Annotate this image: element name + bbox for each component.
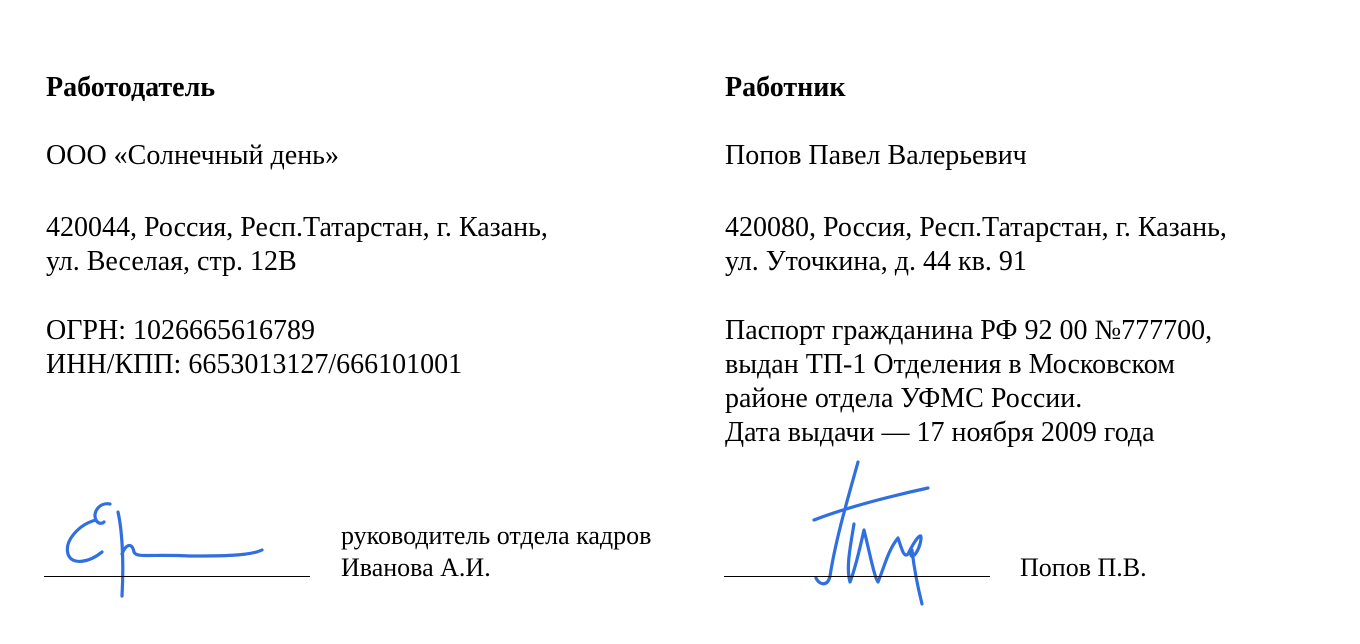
- employee-passport-issue-date: Дата выдачи — 17 ноября 2009 года: [725, 417, 1155, 448]
- employee-full-name: Попов Павел Валерьевич: [725, 140, 1027, 171]
- employee-signatory-name: Попов П.В.: [1020, 553, 1147, 582]
- employer-address-line-2: ул. Веселая, стр. 12В: [46, 246, 297, 277]
- employee-passport-line-2: выдан ТП-1 Отделения в Московском: [725, 349, 1175, 380]
- employee-address-line-2: ул. Уточкина, д. 44 кв. 91: [725, 246, 1027, 277]
- employee-heading: Работник: [725, 72, 846, 103]
- employer-address-line-1: 420044, Россия, Респ.Татарстан, г. Казань,: [46, 212, 548, 243]
- employer-company-name: ООО «Солнечный день»: [46, 140, 339, 171]
- employer-handwritten-signature: [40, 490, 280, 610]
- employee-handwritten-signature: [800, 458, 950, 608]
- employee-address-line-1: 420080, Россия, Респ.Татарстан, г. Казань,: [725, 212, 1227, 243]
- employee-passport-line-3: районе отдела УФМС России.: [725, 383, 1083, 414]
- employer-signature-line: [44, 576, 310, 577]
- employer-signatory-position: руководитель отдела кадров: [341, 521, 652, 550]
- employer-inn-kpp: ИНН/КПП: 6653013127/666101001: [46, 349, 463, 380]
- employer-signatory-name: Иванова А.И.: [341, 553, 491, 582]
- employee-passport-line-1: Паспорт гражданина РФ 92 00 №777700,: [725, 315, 1213, 346]
- employer-heading: Работодатель: [46, 72, 216, 103]
- employee-signature-line: [724, 576, 990, 577]
- employer-ogrn: ОГРН: 1026665616789: [46, 315, 315, 346]
